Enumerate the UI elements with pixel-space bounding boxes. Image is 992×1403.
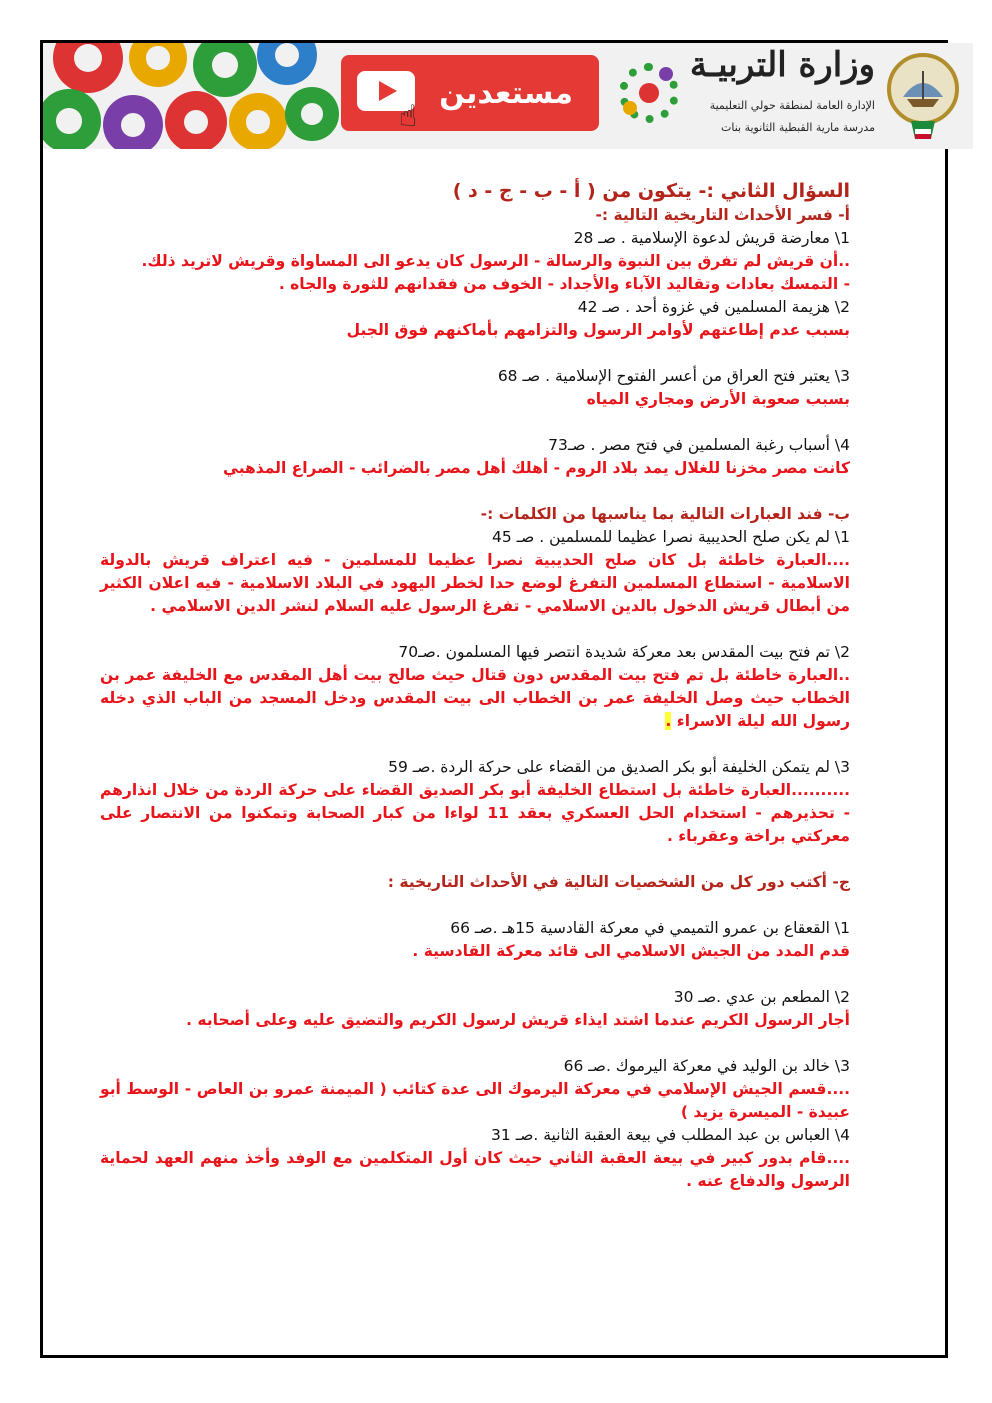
answer-b3: ..........العبارة خاطئة بل استطاع الخليفة أبو بكر الصديق القضاء على حركة الردة من خلال انذارهم - تحذيرهم - استخدام الحل العسكري بعقد 11 لواءا من كبار الصحابة وتمكنوا من الانتصار على معركتي براخة وعقرباء . xyxy=(100,781,850,845)
gear-icon xyxy=(193,43,257,97)
ministry-title: وزارة التربيـة xyxy=(689,45,875,85)
question-c3: 3\ خالد بن الوليد في معركة اليرموك .صـ 66 xyxy=(563,1057,850,1075)
button-label: مستعدين xyxy=(439,75,573,111)
question-b2: 2\ تم فتح بيت المقدس بعد معركة شديدة انتصر فيها المسلمون .صـ70 xyxy=(398,643,850,661)
question-c2: 2\ المطعم بن عدي .صـ 30 xyxy=(673,988,850,1006)
question-a4: 4\ أسباب رغبة المسلمين في فتح مصر . صـ73 xyxy=(548,436,850,454)
answer-b2-text: ..العبارة خاطئة بل تم فتح بيت المقدس دون قتال حيث صالح بيت أهل المقدس مع الخليفة عمر بن الخطاب حيث وصل الخليفة عمر بن الخطاب الى بيت المقدس ودخل المسجد من الباب الذي دخله رسول الله ليلة الاسراء xyxy=(100,666,850,730)
answer-b1: ....العبارة خاطئة بل كان صلح الحديبية نصرا عظيما للمسلمين - فيه اعتراف قريش بالدولة الاسلامية - استطاع المسلمين التفرغ لوضع حدا لخطر اليهود في البلاد الاسلامية - فيه اعلان الكثير من أبطال قريش الدخول بالدين الاسلامي - تفرغ الرسول عليه السلام لنشر الدين الاسلامي . xyxy=(100,551,850,615)
gear-icon xyxy=(285,87,339,141)
question-two-section xyxy=(100,178,850,1193)
answer-a4: كانت مصر مخزنا للغلال يمد بلاد الروم - أهلك أهل مصر بالضرائب - الصراع المذهبي xyxy=(223,459,850,477)
header-banner xyxy=(43,43,973,149)
gear-icon xyxy=(129,43,187,87)
answer-a3: بسبب صعوبة الأرض ومجاري المياه xyxy=(586,390,850,408)
question-title: السؤال الثاني :- يتكون من ( أ - ب - ج - د ) xyxy=(452,180,850,202)
question-c1: 1\ القعقاع بن عمرو التميمي في معركة القادسية 15هـ .صـ 66 xyxy=(450,919,850,937)
ministry-subtitle: الإدارة العامة لمنطقة حولي التعليمية xyxy=(709,99,875,112)
section-b-heading: ب- فند العبارات التالية بما يناسبها من الكلمات :- xyxy=(480,505,850,523)
section-a-heading: أ- فسر الأحداث التاريخية التالية :- xyxy=(595,206,850,224)
kuwait-emblem-icon xyxy=(881,49,965,143)
question-a2: 2\ هزيمة المسلمين في غزوة أحد . صـ 42 xyxy=(577,298,850,316)
gear-icon xyxy=(165,91,227,149)
subscribe-button xyxy=(341,55,599,134)
highlight-mark: . xyxy=(665,712,672,730)
answer-a2: بسبب عدم إطاعتهم لأوامر الرسول والتزامهم بأماكنهم فوق الجبل xyxy=(346,321,850,339)
gear-icon xyxy=(43,89,101,149)
question-b1: 1\ لم يكن صلح الحديبية نصرا عظيما للمسلمين . صـ 45 xyxy=(491,528,850,546)
pointer-hand-icon: ☝ xyxy=(399,99,418,134)
gear-icon xyxy=(53,43,123,93)
gear-icon xyxy=(257,43,317,85)
question-a1: 1\ معارضة قريش لدعوة الإسلامية . صـ 28 xyxy=(573,229,850,247)
answer-c3: ....قسم الجيش الإسلامي في معركة اليرموك الى عدة كتائب ( الميمنة عمرو بن العاص - الوسط أبو عبيدة - الميسرة يزيد ) xyxy=(100,1080,850,1121)
gear-icon xyxy=(103,95,163,149)
question-b3: 3\ لم يتمكن الخليفة أبو بكر الصديق من القضاء على حركة الردة .صـ 59 xyxy=(388,758,850,776)
question-c4: 4\ العباس بن عبد المطلب في بيعة العقبة الثانية .صـ 31 xyxy=(491,1126,850,1144)
answer-a1-line2: - التمسك بعادات وتقاليد الآباء والأجداد - الخوف من فقدانهم للثورة والجاه . xyxy=(278,275,850,293)
answer-b2 xyxy=(100,664,850,733)
answer-c2: أجار الرسول الكريم عندما اشتد ايذاء قريش لرسول الكريم والتضيق عليه وعلى أصحابه . xyxy=(186,1011,850,1029)
section-c-heading: ج- أكتب دور كل من الشخصيات التالية في الأحداث التاريخية : xyxy=(387,873,850,891)
school-logo xyxy=(613,57,691,137)
question-a3: 3\ يعتبر فتح العراق من أعسر الفتوح الإسلامية . صـ 68 xyxy=(497,367,850,385)
answer-c1: قدم المدد من الجيش الاسلامي الى قائد معركة القادسية . xyxy=(412,942,850,960)
answer-c4: ....قام بدور كبير في بيعة العقبة الثاني حيث كان أول المتكلمين مع الوفد وأخذ منهم العهد لحماية الرسول والدفاع عنه . xyxy=(100,1149,850,1190)
school-name: مدرسة مارية القبطية الثانوية بنات xyxy=(721,121,875,134)
answer-a1-line1: ..أن قريش لم تفرق بين النبوة والرسالة - الرسول كان يدعو الى المساواة وقريش لاتريد ذلك. xyxy=(141,252,850,270)
gear-icon xyxy=(229,93,287,149)
